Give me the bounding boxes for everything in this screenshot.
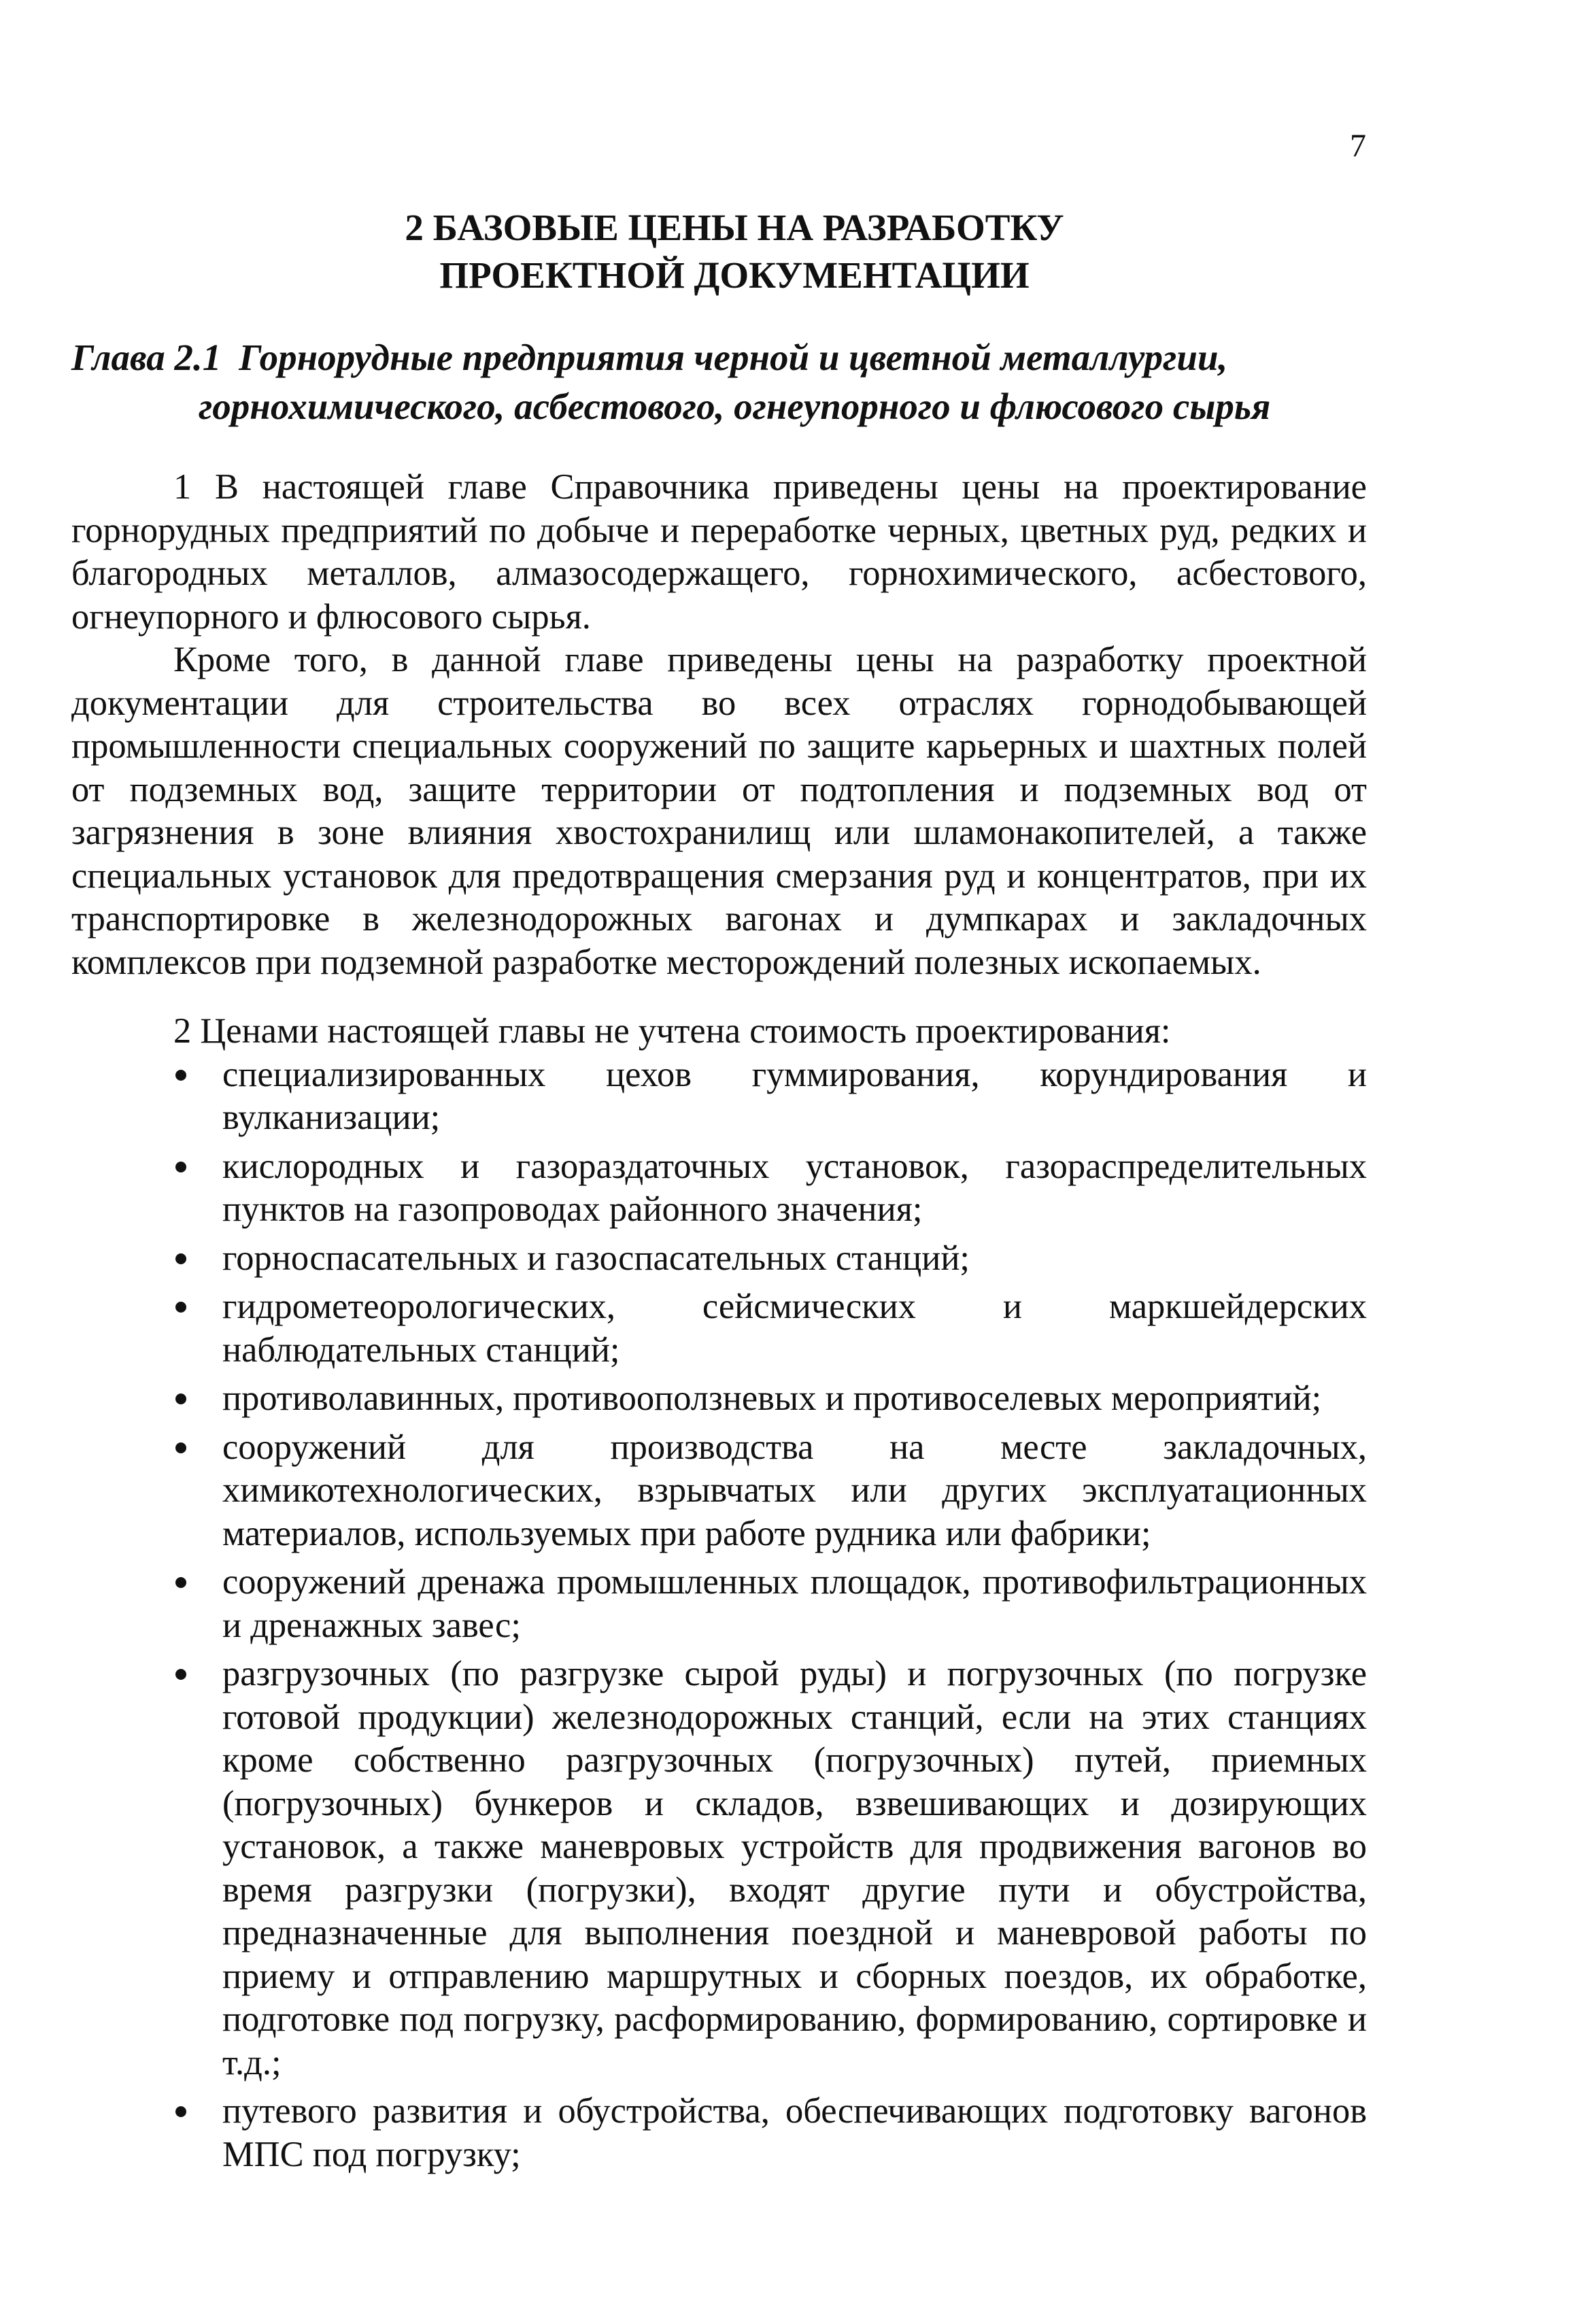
bullet-icon <box>175 1442 186 1453</box>
list-item-text: путевого развития и обустройства, обеспечивающих подготовку вагонов МПС под погрузку; <box>222 2091 1367 2174</box>
chapter-title-line-2: горнохимического, асбестового, огнеупорного и флюсового сырья <box>199 386 1271 427</box>
page-number: 7 <box>1350 128 1366 164</box>
list-item <box>71 1653 1367 2084</box>
bullet-icon <box>175 1070 186 1081</box>
list-item-text: разгрузочных (по разгрузке сырой руды) и погрузочных (по погрузке готовой продукции) железнодорожных станций, если на этих станциях кроме собственно разгрузочных (погрузочных) путей, приемных (погрузочных) бункеров и складов, взвешивающих и дозирующих установок, а также маневровых устройств для продвижения вагонов во время разгрузки (погрузки), входят другие пути и обустройства, предназначенные для выполнения поездной и маневровой работы по приему и отправлению маршрутных и сборных поездов, их обработке, подготовке под погрузку, расформированию, формированию, сортировке и т.д.; <box>222 1654 1367 2082</box>
chapter-title-line-1: Горнорудные предприятия черной и цветной металлургии, <box>239 337 1228 378</box>
section-title-line-2: ПРОЕКТНОЙ ДОКУМЕНТАЦИИ <box>439 254 1030 296</box>
list-item-text: кислородных и газораздаточных установок, газораспределительных пунктов на газопроводах районного значения; <box>222 1146 1367 1229</box>
bullet-icon <box>175 2106 186 2117</box>
chapter-heading-line-1 <box>71 333 1391 382</box>
list-item-text: горноспасательных и газоспасательных станций; <box>222 1238 970 1278</box>
list-item <box>71 1053 1367 1140</box>
paragraph-2: Кроме того, в данной главе приведены цены на разработку проектной документации для строительства во всех отраслях горнодобывающей промышленности специальных сооружений по защите карьерных и шахтных полей от подземных вод, защите территории от подтопления и подземных вод от загрязнения в зоне влияния хвостохранилищ или шламонакопителей, а также специальных установок для предотвращения смерзания руд и концентратов, при их транспортировке в железнодорожных вагонах и думпкарах и закладочных комплексов при подземной разработке месторождений полезных ископаемых. <box>71 640 1367 982</box>
list-item <box>71 1285 1367 1372</box>
bullet-icon <box>175 1577 186 1588</box>
paragraph-gap <box>71 984 1367 1010</box>
chapter-heading <box>71 333 1391 431</box>
list-item-text: гидрометеорологических, сейсмических и маркшейдерских наблюдательных станций; <box>222 1287 1367 1370</box>
bullet-icon <box>175 1393 186 1404</box>
list-item <box>71 1561 1367 1647</box>
bullet-icon <box>175 1162 186 1172</box>
bullet-icon <box>175 1253 186 1264</box>
section-title-line-1: 2 БАЗОВЫЕ ЦЕНЫ НА РАЗРАБОТКУ <box>405 207 1064 248</box>
bullet-icon <box>175 1669 186 1680</box>
list-item <box>71 1145 1367 1232</box>
bullet-icon <box>175 1302 186 1313</box>
paragraph-3: 2 Ценами настоящей главы не учтена стоимость проектирования: <box>173 1011 1171 1051</box>
body-text <box>71 466 1367 2182</box>
list-item-text: противолавинных, противооползневых и противоселевых мероприятий; <box>222 1379 1322 1418</box>
list-item-text: специализированных цехов гуммирования, корундирования и вулканизации; <box>222 1054 1367 1137</box>
list-item <box>71 1237 1367 1281</box>
chapter-label: Глава 2.1 <box>71 337 222 378</box>
section-title <box>75 204 1394 299</box>
list-item <box>71 2090 1367 2176</box>
list-item <box>71 1377 1367 1421</box>
list-item-text: сооружений дренажа промышленных площадок, противофильтрационных и дренажных завес; <box>222 1562 1367 1645</box>
list-item-text: сооружений для производства на месте закладочных, химикотехнологических, взрывчатых или других эксплуатационных материалов, используемых при работе рудника или фабрики; <box>222 1427 1367 1553</box>
paragraph-1: 1 В настоящей главе Справочника приведены цены на проектирование горнорудных предприятий по добыче и переработке черных, цветных руд, редких и благородных металлов, алмазосодержащего, горнохимического, асбестового, огнеупорного и флюсового сырья. <box>71 467 1367 637</box>
list-item <box>71 1426 1367 1556</box>
exclusion-list <box>71 1053 1367 2177</box>
